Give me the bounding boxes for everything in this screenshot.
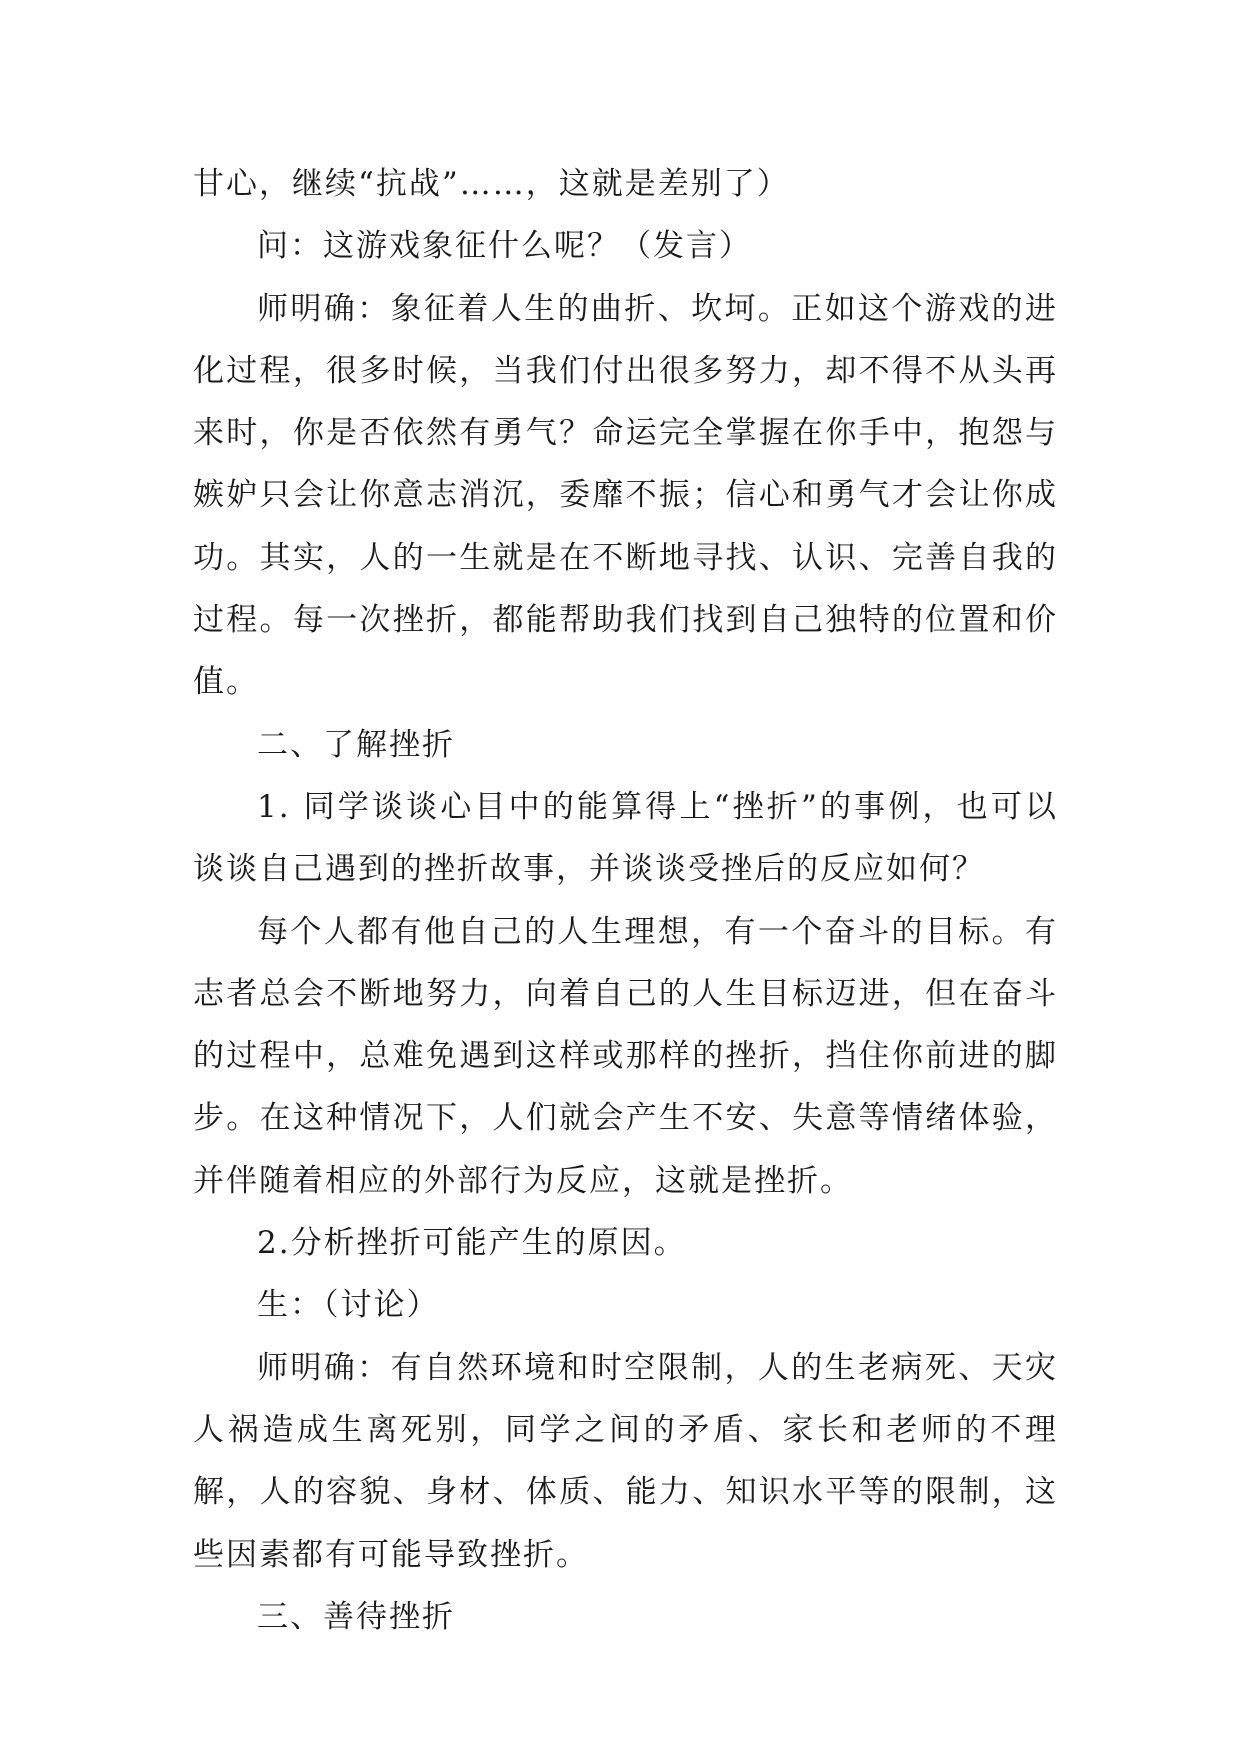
paragraph-teacher-clarification: 师明确：象征着人生的曲折、坎坷。正如这个游戏的进化过程，很多时候，当我们付出很多努力，却不得不从头再来时，你是否依然有勇气？命运完全掌握在你手中，抱怨与嫉妒只会让你意志消沉，委靡不振；信心和勇气才会让你成功。其实，人的一生就是在不断地寻找、认识、完善自我的过程。每一次挫折，都能帮助我们找到自己独特的位置和价值。 [193, 290, 1058, 701]
paragraph-setback-definition: 每个人都有他自己的人生理想，有一个奋斗的目标。有志者总会不断地努力，向着自己的人生目标迈进，但在奋斗的过程中，总难免遇到这样或那样的挫折，挡住你前进的脚步。在这种情况下，人们就会产生不安、失意等情绪体验，并伴随着相应的外部行为反应，这就是挫折。 [193, 913, 1058, 1199]
section-heading-treat-setbacks: 三、善待挫折 [257, 1598, 455, 1635]
section-heading-understand-setbacks: 二、了解挫折 [257, 726, 455, 763]
paragraph-item-2: 2.分析挫折可能产生的原因。 [257, 1225, 687, 1262]
document-page [193, 153, 1058, 1648]
paragraph-teacher-causes: 师明确：有自然环境和时空限制，人的生老病死、天灾人祸造成生离死别，同学之间的矛盾、家长和老师的不理解，人的容貌、身材、体质、能力、知识水平等的限制，这些因素都有可能导致挫折。 [193, 1349, 1058, 1573]
paragraph-question: 问：这游戏象征什么呢？（发言） [257, 228, 752, 265]
paragraph-student-discussion: 生：（讨论） [257, 1287, 440, 1324]
paragraph-continuation: 甘心，继续“抗战”……，这就是差别了） [193, 166, 790, 202]
paragraph-item-1: 1. 同学谈谈心目中的能算得上“挫折”的事例，也可以谈谈自己遇到的挫折故事，并谈谈受挫后的反应如何？ [193, 788, 1058, 888]
